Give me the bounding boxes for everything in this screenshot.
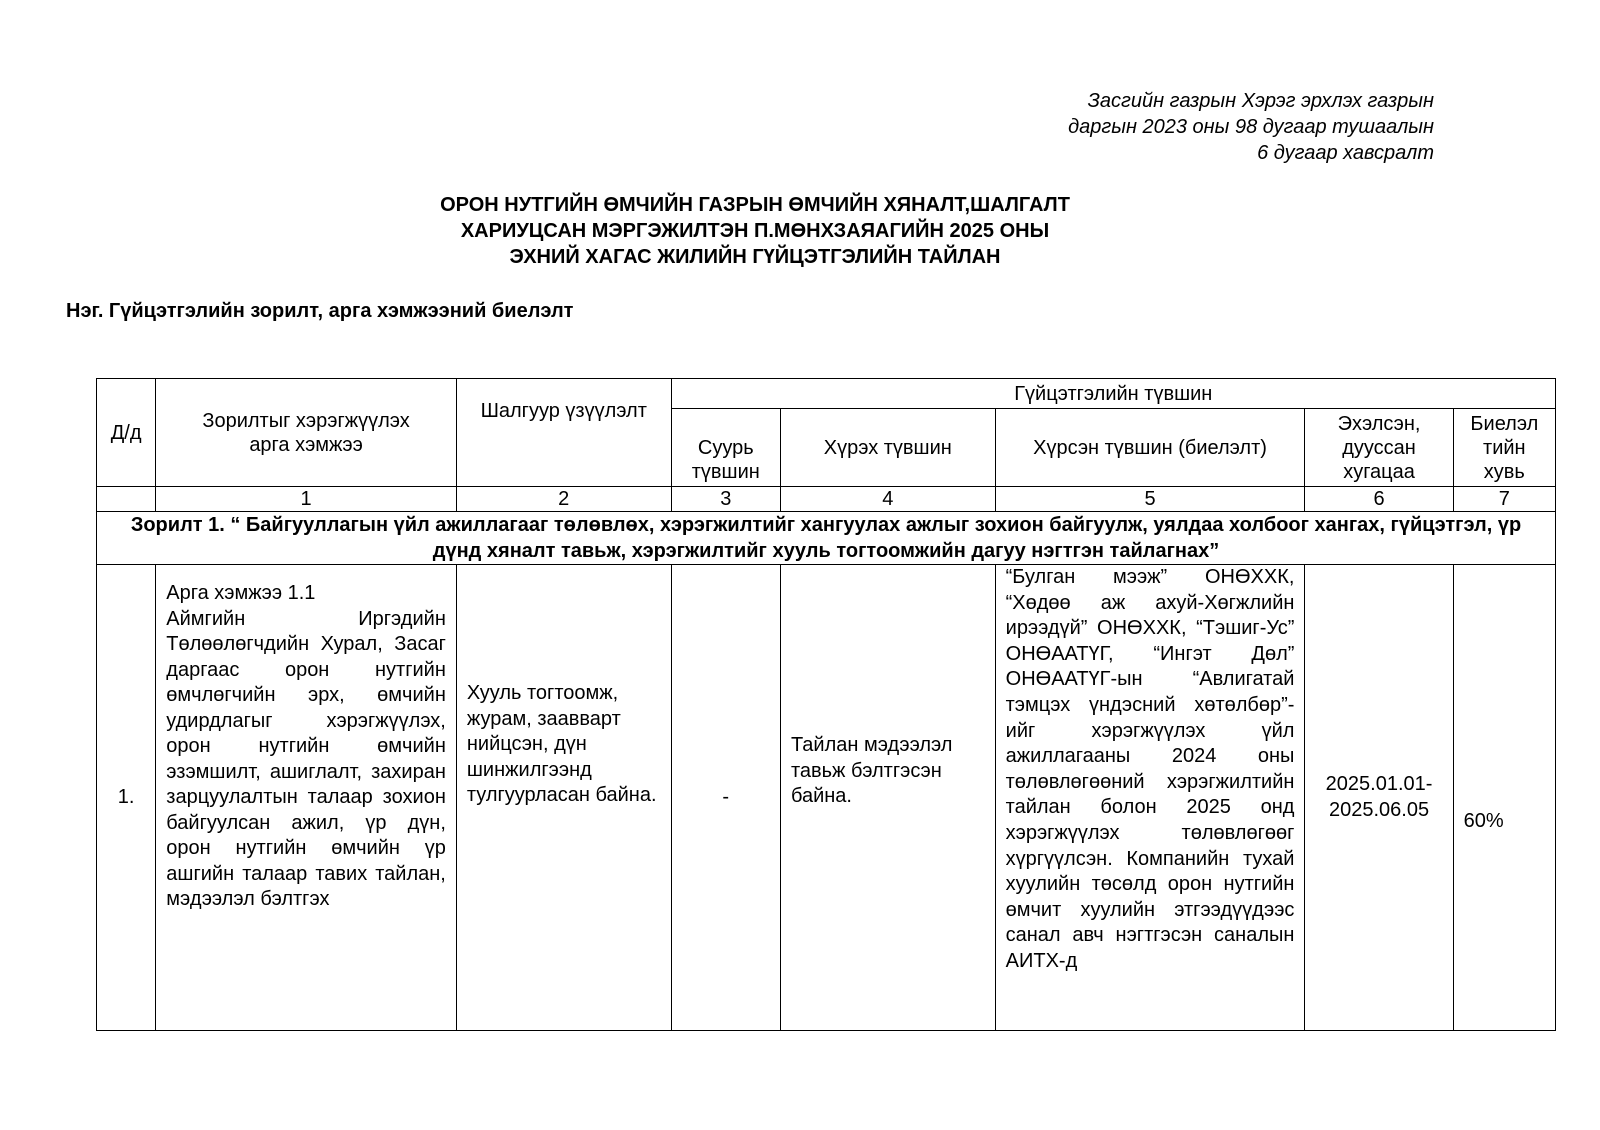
header-target-level: Хүрэх түвшин [780, 409, 995, 487]
approval-line: даргын 2023 оны 98 дугаар тушаалын [1068, 116, 1434, 138]
table-row [97, 565, 1556, 1031]
title-line: ОРОН НУТГИЙН ӨМЧИЙН ГАЗРЫН ӨМЧИЙН ХЯНАЛТ,ШАЛГАЛТ [440, 194, 1070, 216]
column-number: 6 [1305, 487, 1453, 512]
criteria-cell: Хууль тогтоомж, журам, заавварт нийцсэн, дүн шинжилгээнд тулгуурласан байна. [456, 565, 671, 1031]
column-number: 5 [995, 487, 1305, 512]
measure-cell [156, 565, 457, 1031]
performance-table [96, 378, 1556, 1031]
approval-line: Засгийн газрын Хэрэг эрхлэх газрын [1087, 90, 1434, 112]
header-performance-level: Гүйцэтгэлийн түвшин [671, 379, 1555, 409]
period-cell: 2025.01.01-2025.06.05 [1305, 565, 1453, 1031]
measure-text: Аймгийн Иргэдийн Төлөөлөгчдийн Хурал, Засаг даргаас орон нутгийн өмчлөгчийн эрх, өмчийн удирдлагыг хэрэгжүүлэх, орон нутгийн өмчийн эзэмшилт, ашиглалт, захиран зарцуулалтын талаар зохион байгуулсан ажил, үр дүн, орон нутгийн өмчийн үр ашгийн талаар тавих тайлан, мэдээлэл бэлтгэх [166, 607, 446, 910]
target-level-cell: Тайлан мэдээлэл тавьж бэлтгэсэн байна. [780, 565, 995, 1031]
header-measure: Зорилтыг хэрэгжүүлэх арга хэмжээ [156, 379, 457, 487]
completion-rate-cell: 60% [1453, 565, 1555, 1031]
title-line: ХАРИУЦСАН МЭРГЭЖИЛТЭН П.МӨНХЗАЯАГИЙН 2025 ОНЫ [460, 220, 1050, 242]
title-line: ЭХНИЙ ХАГАС ЖИЛИЙН ГҮЙЦЭТГЭЛИЙН ТАЙЛАН [509, 246, 1001, 268]
approval-line: 6 дугаар хавсралт [1257, 142, 1434, 164]
row-number: 1. [97, 565, 156, 1031]
column-number: 7 [1453, 487, 1555, 512]
column-number: 4 [780, 487, 995, 512]
column-number-empty [97, 487, 156, 512]
achieved-level-cell: “Булган мээж” ОНӨХХК, “Хөдөө аж ахуй-Хөгжлийн ирээдүй” ОНӨХХК, “Тэшиг-Ус” ОНӨААТҮГ, “Ингэт Дөл” ОНӨААТҮГ-ын “Авлигатай тэмцэх үндэсний хөтөлбөр”-ийг хэрэгжүүлэх үйл ажиллагааны 2024 оны төлөвлөгөөний хэрэгжилтийн тайлан болон 2025 онд хэрэгжүүлэх төлөвлөгөөг хүргүүлсэн. Компанийн тухай хуулийн төсөлд орон нутгийн өмчит хуулийн этгээдүүдээс санал авч нэгтгэсэн саналын АИТХ-д [995, 565, 1305, 1031]
header-criteria: Шалгуур үзүүлэлт [456, 379, 671, 487]
header-completion-rate: Биелэл тийн хувь [1453, 409, 1555, 487]
column-number: 2 [456, 487, 671, 512]
header-dd: Д/д [97, 379, 156, 487]
section-heading: Нэг. Гүйцэтгэлийн зорилт, арга хэмжээний биелэлт [66, 300, 574, 322]
base-level-cell: - [671, 565, 780, 1031]
goal-row: Зорилт 1. “ Байгууллагын үйл ажиллагааг төлөвлөх, хэрэгжилтийг хангуулах ажлыг зохион байгуулж, уялдаа холбоог хангах, гүйцэтгэл, үр дүнд хяналт тавьж, хэрэгжилтийг хууль тогтоомжийн дагуу нэгтгэн тайлагнах” [97, 512, 1556, 565]
header-period: Эхэлсэн, дууссан хугацаа [1305, 409, 1453, 487]
approval-note [1068, 88, 1434, 166]
header-achieved-level: Хүрсэн түвшин (биелэлт) [995, 409, 1305, 487]
column-number: 3 [671, 487, 780, 512]
document-title [0, 192, 1510, 270]
header-base-level: Суурь түвшин [671, 409, 780, 487]
measure-title: Арга хэмжээ 1.1 [166, 582, 316, 604]
column-number: 1 [156, 487, 457, 512]
column-number-row [97, 487, 1556, 512]
